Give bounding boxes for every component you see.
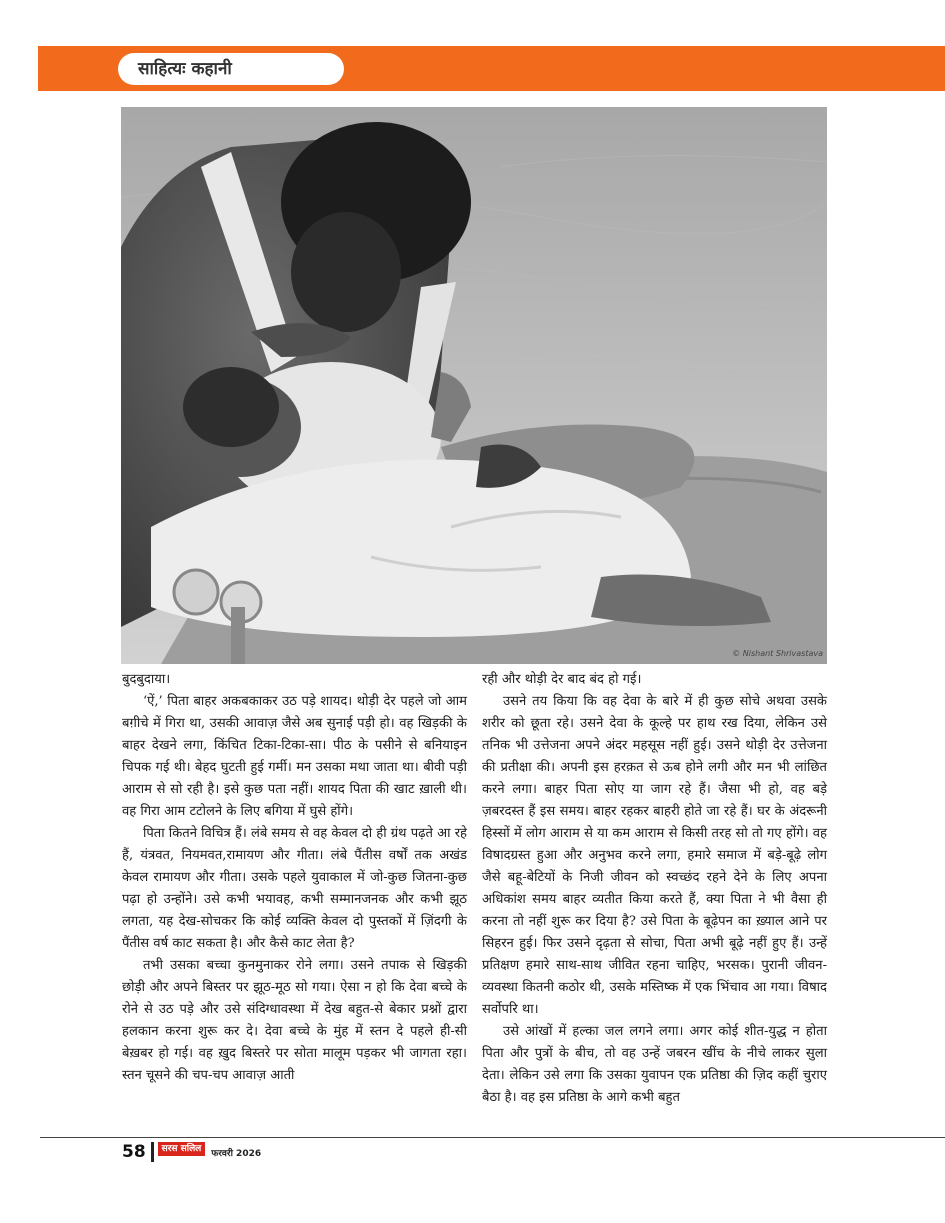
page-number: 58 <box>122 1142 146 1162</box>
article-paragraph: रही और थोड़ी देर बाद बंद हो गई। <box>482 672 642 687</box>
issue-date: फरवरी 2026 <box>211 1148 262 1159</box>
footer-separator <box>151 1142 154 1162</box>
photo-credit: © Nishant Shrivastava <box>732 649 823 658</box>
article-paragraph: ‘ऐं,’ पिता बाहर अकबकाकर उठ पड़े शायद। थोड़ी देर पहले जो आम बग़ीचे में गिरा था, उसकी आवाज़ जैसे अब सुनाई पड़ी हो। वह खिड़की के बाहर देखने लगा, किंचित टिका-टिका-सा। पीठ के पसीने से बनियाइन चिपक गई थी। बेहद घुटती हुई गर्मी। मन उसका मथा जाता था। बीवी पड़ी आराम से सो रही है। इसे कुछ पता नहीं। शायद पिता की खाट ख़ाली थी। वह गिरा आम टटोलने के लिए बगिया में घुसे होंगे। <box>122 694 467 819</box>
article-photo <box>121 107 827 664</box>
magazine-logo: सरस सलिल <box>158 1142 206 1156</box>
article-paragraph: बुदबुदाया। <box>122 672 171 687</box>
article-paragraph: उसे आंखों में हल्का जल लगने लगा। अगर कोई शीत-युद्ध न होता पिता और पुत्रों के बीच, तो वह उन्हें जबरन खींच के नीचे लाकर सुला देता। लेकिन उसे लगा कि उसका युवापन एक प्रतिष्ठा की ज़िद कहीं चुराए बैठा है। वह इस प्रतिष्ठा के आगे कभी बहुत <box>482 1024 827 1105</box>
article-column-left <box>122 669 467 1087</box>
father-holding-sleeping-infant-photo <box>121 107 827 664</box>
article-column-right <box>482 669 827 1109</box>
page-footer <box>122 1141 261 1163</box>
article-paragraph: पिता कितने विचित्र हैं। लंबे समय से वह केवल दो ही ग्रंथ पढ़ते आ रहे हैं, यंत्रवत, नियमवत,रामायण और गीता। लंबे पैंतीस वर्षों तक अखंड केवल रामायण और गीता। उसके पहले युवाकाल में जो-कुछ जितना-कुछ पढ़ा हो उन्होंने। उसे कभी भयावह, कभी सम्मानजनक और कभी झूठ लगता, यह देख-सोचकर कि कोई व्यक्ति केवल दो पुस्तकों में ज़िंदगी के पैंतीस वर्ष काट सकता है। और कैसे काट लेता है? <box>122 826 467 951</box>
article-paragraph: तभी उसका बच्चा कुनमुनाकर रोने लगा। उसने तपाक से खिड़की छोड़ी और अपने बिस्तर पर झूठ-मूठ सो गया। ऐसा न हो कि देवा बच्चे के रोने से उठ पड़े और उसे संदिग्धावस्था में देख बहुत-से बेकार प्रश्नों द्वारा हलकान करना शुरू कर दे। देवा बच्चे के मुंह में स्तन दे पहले ही-सी बेख़बर हो गई। वह ख़ुद बिस्तरे पर सोता मालूम पड़कर भी जागता रहा। स्तन चूसने की चप-चप आवाज़ आती <box>122 958 467 1083</box>
article-paragraph: उसने तय किया कि वह देवा के बारे में ही कुछ सोचे अथवा उसके शरीर को छूता रहे। उसने देवा के कूल्हे पर हाथ रख दिया, लेकिन उसे तनिक भी उत्तेजना अपने अंदर महसूस नहीं हुई। उसने थोड़ी देर उत्तेजना की प्रतीक्षा की। अपनी इस हरक़त से ऊब होने लगी और मन भी लांछित करने लगा। बाहर पिता सोए या जाग रहे हैं। जैसा भी हो, वह बड़े ज़बरदस्त हैं इस समय। बाहर रहकर बाहरी होते जा रहे हैं। घर के अंदरूनी हिस्सों में लोग आराम से या कम आराम से किसी तरह सो तो गए होंगे। वह विषादग्रस्त हुआ और अनुभव करने लगा, हमारे समाज में बड़े-बूढ़े लोग जैसे बहू-बेटियों के निजी जीवन को स्वच्छंद रहने देने के लिए अपना अधिकांश समय बाहर व्यतीत किया करते हैं, क्या पिता ने भी वैसा ही करना तो नहीं शुरू कर दिया है? उसे पिता के बूढ़ेपन का ख़्याल आने पर सिहरन हुई। फिर उसने दृढ़ता से सोचा, पिता अभी बूढ़े नहीं हुए हैं। उन्हें प्रतिक्षण हमारे साथ-साथ जीवित रहना चाहिए, भरसक। पुरानी जीवन-व्यवस्था कितनी कठोर थी, उसके मस्तिष्क में एक भिंचाव आ गया। विषाद सर्वोपरि था। <box>482 694 827 1017</box>
footer-divider <box>40 1137 945 1138</box>
section-label: साहित्यः कहानी <box>118 53 344 85</box>
